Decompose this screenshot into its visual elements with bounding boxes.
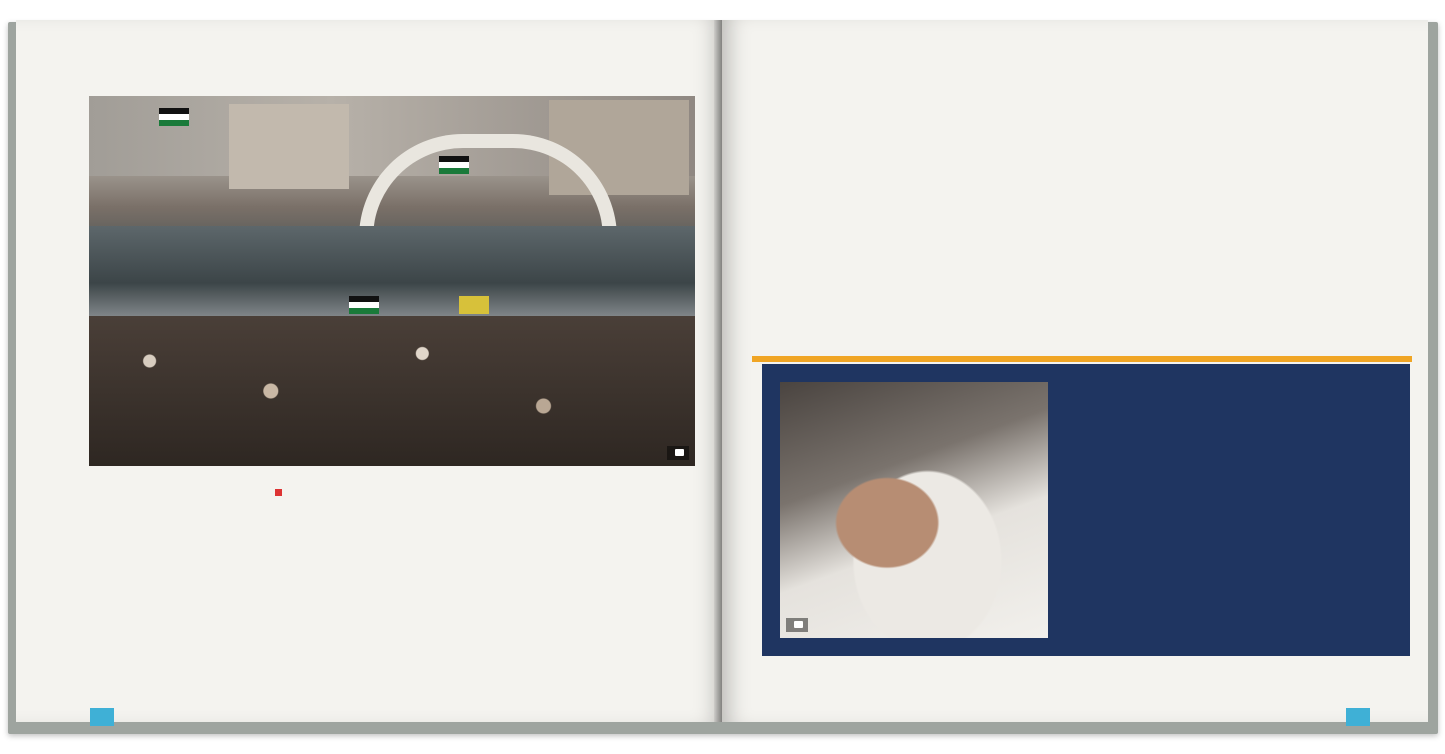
- photo-buses: [89, 226, 695, 321]
- left-page: [16, 20, 722, 722]
- left-page-column-3: [89, 478, 285, 509]
- flag-icon: [459, 296, 489, 314]
- flag-icon: [159, 108, 189, 126]
- photo-building: [229, 104, 349, 189]
- left-page-column-2: [296, 478, 492, 485]
- left-page-column-1: [504, 478, 698, 485]
- paragraph: [89, 485, 285, 502]
- right-page-column-2: [964, 82, 1172, 89]
- photo-credit: [786, 618, 808, 632]
- flag-icon: [439, 156, 469, 174]
- story-text: [1062, 378, 1394, 387]
- right-page-column-3: [760, 82, 954, 374]
- flag-icon: [349, 296, 379, 314]
- story-box: [762, 364, 1410, 656]
- photo-crowd: [89, 316, 695, 466]
- end-mark-icon: [275, 489, 282, 496]
- camera-icon: [794, 621, 803, 628]
- camera-icon: [675, 449, 684, 456]
- crowd-photo: [89, 96, 695, 466]
- photo-credit: [667, 446, 689, 460]
- child-photo: [780, 382, 1048, 638]
- section-rule: [752, 356, 1412, 362]
- page-number-right: [1346, 708, 1370, 726]
- right-page-column-1: [1182, 82, 1412, 89]
- page-number-left: [90, 708, 114, 726]
